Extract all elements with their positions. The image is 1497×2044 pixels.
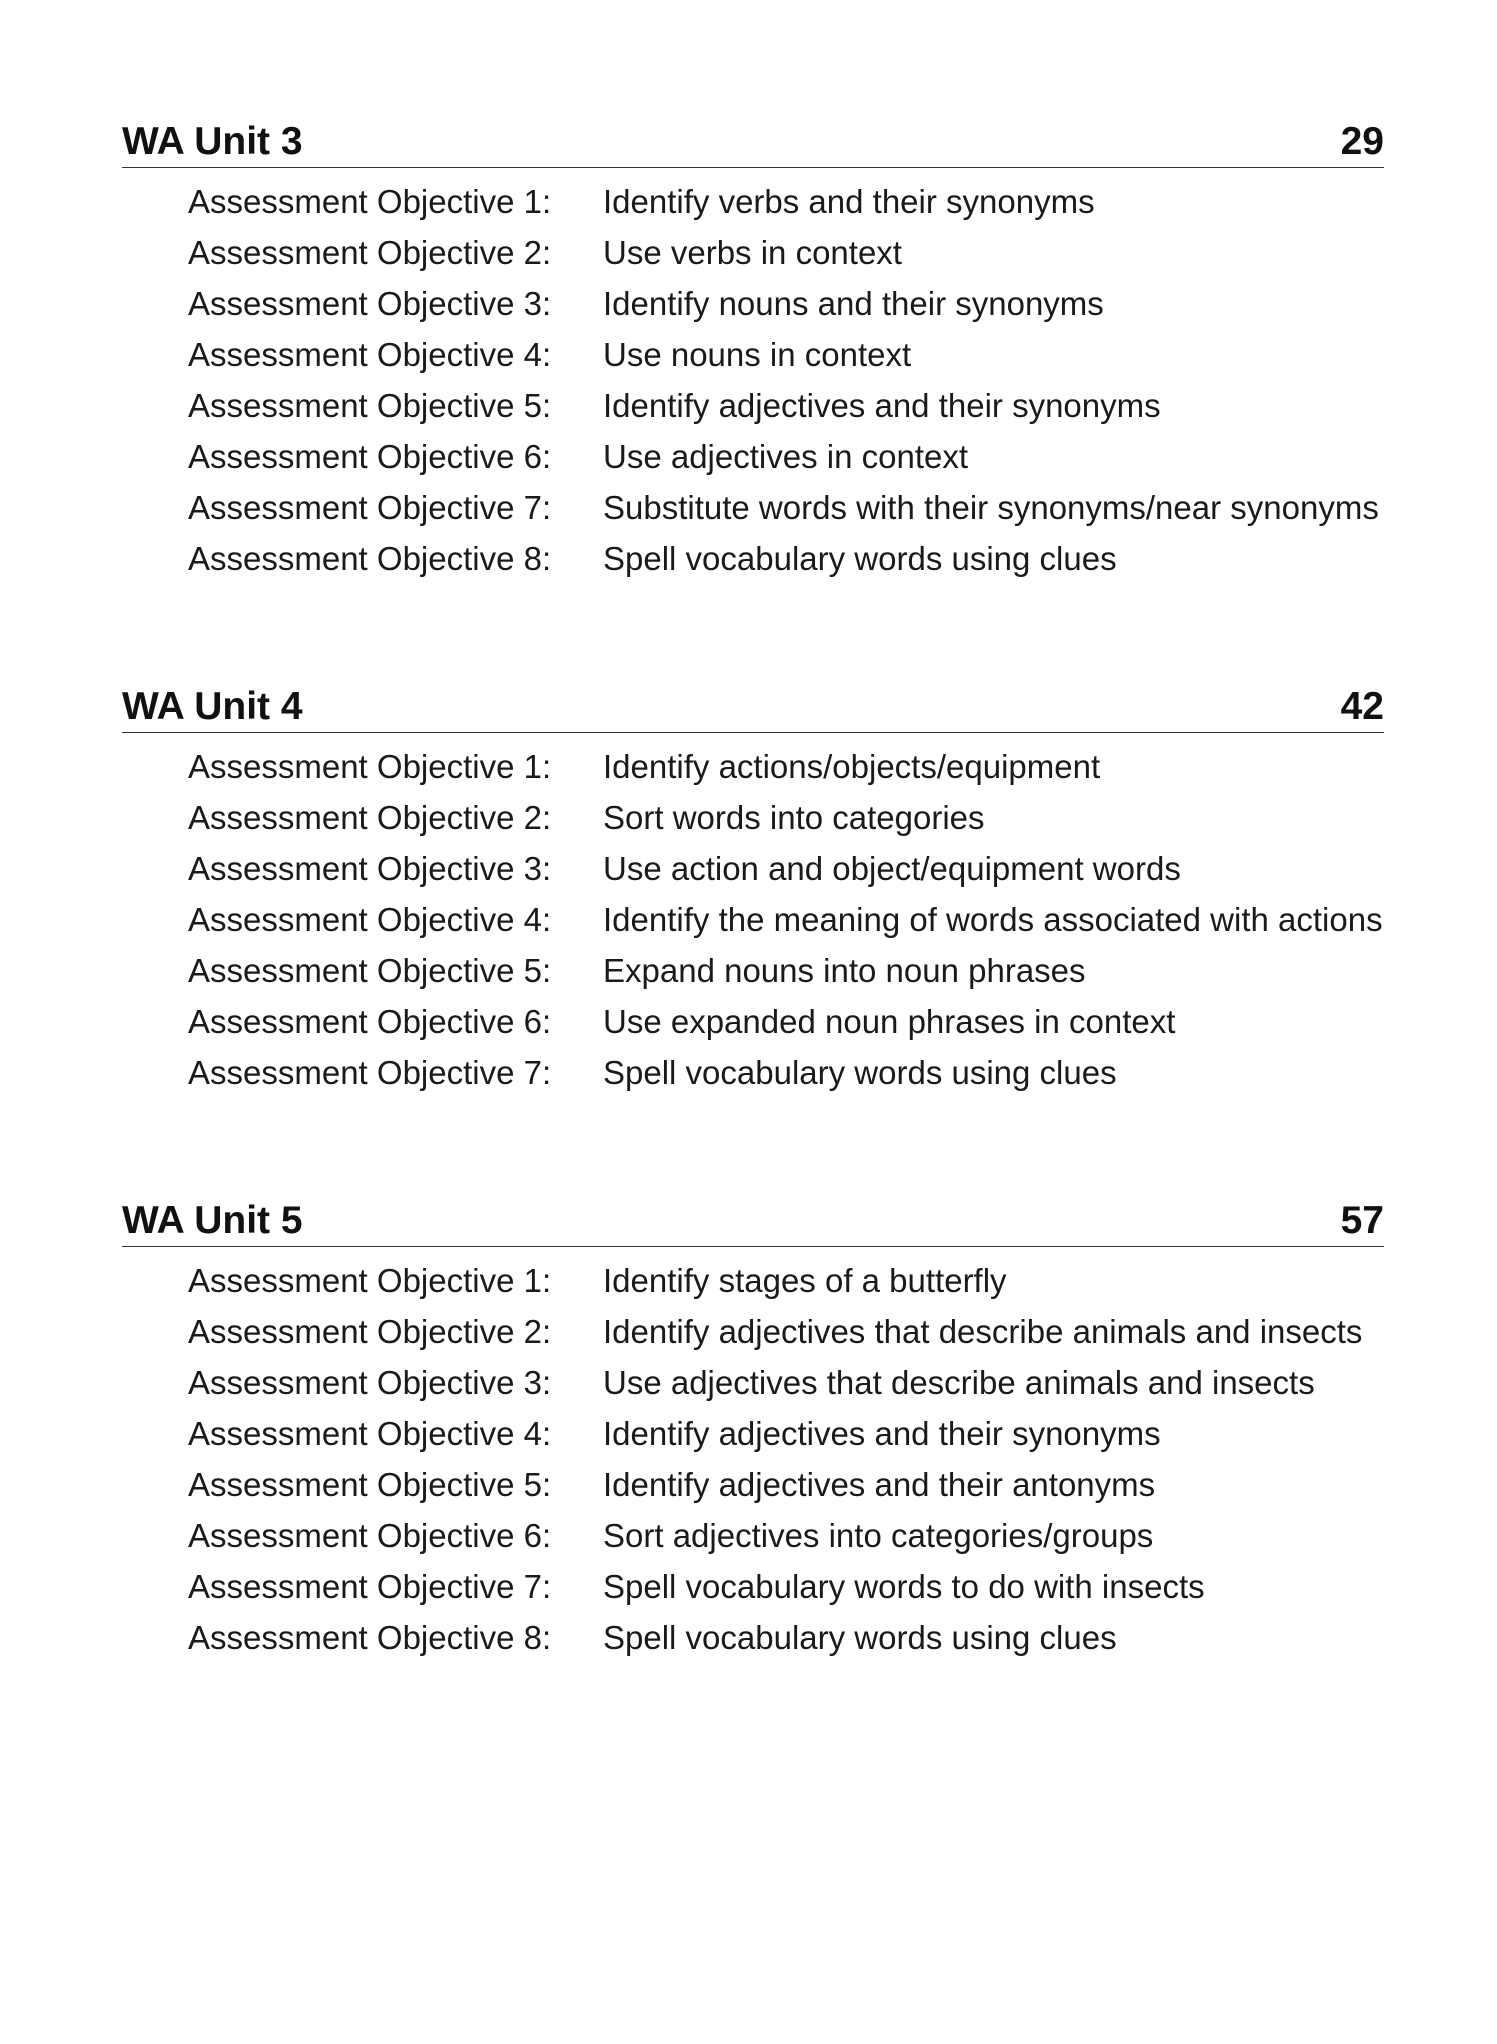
objective-text: Identify adjectives and their synonyms <box>603 387 1161 424</box>
objective-label: Assessment Objective 5: <box>188 952 552 989</box>
objective-text: Identify adjectives that describe animals and insects <box>603 1313 1363 1350</box>
objective-text: Spell vocabulary words using clues <box>603 540 1117 577</box>
objective-row <box>122 1565 1384 1609</box>
objective-text: Identify adjectives and their antonyms <box>603 1466 1156 1503</box>
objective-text: Use verbs in context <box>603 234 902 271</box>
objective-label: Assessment Objective 5: <box>188 387 552 424</box>
objective-label: Assessment Objective 7: <box>188 1054 552 1091</box>
objective-text: Use adjectives that describe animals and insects <box>603 1364 1315 1401</box>
objective-label: Assessment Objective 2: <box>188 799 552 836</box>
unit-header <box>122 683 1384 733</box>
objective-list <box>122 1259 1384 1660</box>
objective-row <box>122 1361 1384 1405</box>
objective-row <box>122 745 1384 789</box>
objective-row <box>122 949 1384 993</box>
objective-label: Assessment Objective 6: <box>188 1003 552 1040</box>
objective-text: Use adjectives in context <box>603 438 969 475</box>
objective-text: Substitute words with their synonyms/near synonyms <box>603 489 1379 526</box>
unit-page-number: 57 <box>1340 1199 1384 1242</box>
objective-label: Assessment Objective 6: <box>188 1517 552 1554</box>
contents-page <box>122 118 1384 1762</box>
objective-row <box>122 847 1384 891</box>
objective-label: Assessment Objective 1: <box>188 1262 552 1299</box>
objective-text: Sort words into categories <box>603 799 985 836</box>
objective-row <box>122 282 1384 326</box>
objective-label: Assessment Objective 1: <box>188 183 552 220</box>
objective-label: Assessment Objective 7: <box>188 1568 552 1605</box>
objective-row <box>122 1051 1384 1095</box>
objective-row <box>122 537 1384 581</box>
objective-text: Use nouns in context <box>603 336 912 373</box>
unit-section-4 <box>122 683 1384 1095</box>
objective-label: Assessment Objective 3: <box>188 1364 552 1401</box>
unit-header <box>122 1197 1384 1247</box>
objective-text: Spell vocabulary words using clues <box>603 1054 1117 1091</box>
objective-text: Expand nouns into noun phrases <box>603 952 1086 989</box>
objective-list <box>122 745 1384 1095</box>
objective-row <box>122 1310 1384 1354</box>
objective-text: Use action and object/equipment words <box>603 850 1181 887</box>
objective-row <box>122 486 1384 530</box>
objective-label: Assessment Objective 2: <box>188 234 552 271</box>
objective-label: Assessment Objective 4: <box>188 901 552 938</box>
objective-text: Spell vocabulary words using clues <box>603 1619 1117 1656</box>
objective-list <box>122 180 1384 581</box>
objective-label: Assessment Objective 3: <box>188 285 552 322</box>
objective-text: Identify nouns and their synonyms <box>603 285 1104 322</box>
objective-row <box>122 898 1384 942</box>
objective-row <box>122 796 1384 840</box>
unit-title: WA Unit 3 <box>122 120 303 163</box>
objective-label: Assessment Objective 4: <box>188 1415 552 1452</box>
objective-row <box>122 1259 1384 1303</box>
objective-text: Identify the meaning of words associated with actions <box>603 901 1383 938</box>
objective-text: Spell vocabulary words to do with insects <box>603 1568 1205 1605</box>
unit-section-5 <box>122 1197 1384 1660</box>
objective-label: Assessment Objective 4: <box>188 336 552 373</box>
objective-text: Use expanded noun phrases in context <box>603 1003 1176 1040</box>
objective-label: Assessment Objective 3: <box>188 850 552 887</box>
objective-row <box>122 1616 1384 1660</box>
unit-page-number: 42 <box>1340 685 1384 728</box>
unit-section-3 <box>122 118 1384 581</box>
objective-row <box>122 333 1384 377</box>
objective-label: Assessment Objective 8: <box>188 1619 552 1656</box>
objective-label: Assessment Objective 1: <box>188 748 552 785</box>
objective-text: Identify adjectives and their synonyms <box>603 1415 1161 1452</box>
unit-header <box>122 118 1384 168</box>
objective-row <box>122 231 1384 275</box>
objective-text: Identify stages of a butterfly <box>603 1262 1007 1299</box>
objective-row <box>122 435 1384 479</box>
unit-title: WA Unit 5 <box>122 1199 303 1242</box>
objective-row <box>122 1514 1384 1558</box>
objective-text: Identify actions/objects/equipment <box>603 748 1101 785</box>
unit-page-number: 29 <box>1340 120 1384 163</box>
objective-label: Assessment Objective 6: <box>188 438 552 475</box>
objective-text: Identify verbs and their synonyms <box>603 183 1095 220</box>
objective-row <box>122 384 1384 428</box>
objective-row <box>122 1412 1384 1456</box>
objective-label: Assessment Objective 2: <box>188 1313 552 1350</box>
unit-title: WA Unit 4 <box>122 685 303 728</box>
objective-row <box>122 1463 1384 1507</box>
objective-label: Assessment Objective 8: <box>188 540 552 577</box>
objective-row <box>122 180 1384 224</box>
objective-label: Assessment Objective 7: <box>188 489 552 526</box>
objective-text: Sort adjectives into categories/groups <box>603 1517 1154 1554</box>
objective-label: Assessment Objective 5: <box>188 1466 552 1503</box>
objective-row <box>122 1000 1384 1044</box>
